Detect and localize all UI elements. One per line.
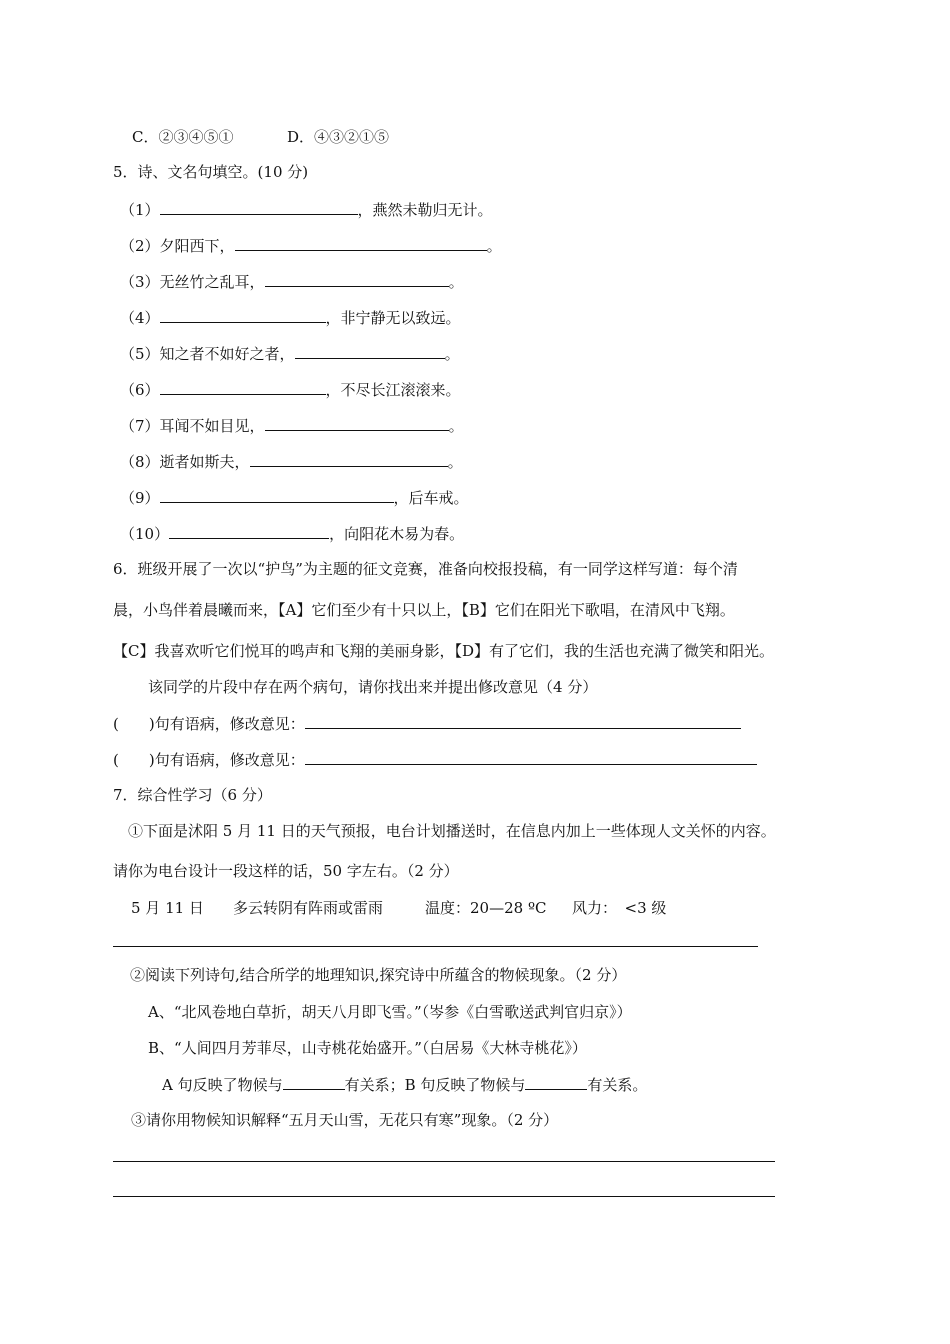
- forecast-weather: 多云转阴有阵雨或雷雨: [233, 899, 384, 917]
- answer-blank[interactable]: [169, 523, 329, 539]
- q7-poem-a: A、“北风卷地白草折，胡天八月即飞雪。”（岑参《白雪歌送武判官归京》）: [148, 1003, 632, 1021]
- q5-item-7: [120, 415, 464, 436]
- q7-fill-a: A 句反映了物候与: [162, 1076, 283, 1094]
- q5-item-after: 。: [447, 453, 463, 471]
- option-d: D．④③②①⑤: [287, 128, 390, 146]
- q5-item-9: [120, 487, 469, 508]
- q5-item-num: （7）: [120, 417, 160, 435]
- q6-line-1: 6．班级开展了一次以“护鸟”为主题的征文竞赛，准备向校报投稿，有一同学这样写道：每个清: [113, 560, 738, 578]
- q5-item-num: （4）: [120, 309, 160, 327]
- q7-p1-line-1: ①下面是沭阳 5 月 11 日的天气预报，电台计划播送时，在信息内加上一些体现人文关怀的内容。: [128, 822, 776, 840]
- q7-p2: ②阅读下列诗句,结合所学的地理知识,探究诗中所蕴含的物候现象。（2 分）: [130, 966, 627, 984]
- option-c: C．②③④⑤①: [132, 128, 234, 146]
- q7-fill-row: [162, 1074, 647, 1095]
- answer-blank[interactable]: [305, 713, 741, 729]
- q5-item-8: [120, 451, 463, 472]
- q5-item-after: ，不尽长江滚滚来。: [325, 381, 461, 399]
- answer-blank[interactable]: [160, 379, 326, 395]
- q5-item-num: （8）: [120, 453, 160, 471]
- q5-item-after: ，后车戒。: [393, 489, 469, 507]
- answer-blank[interactable]: [160, 199, 358, 215]
- q5-item-5: [120, 343, 460, 364]
- q6-answer-row-1: [113, 713, 741, 734]
- answer-blank[interactable]: [160, 487, 394, 503]
- q5-item-after: 。: [448, 273, 464, 291]
- q5-item-before: 无丝竹之乱耳，: [159, 273, 265, 291]
- answer-line[interactable]: [113, 1196, 775, 1197]
- answer-blank[interactable]: [525, 1074, 587, 1090]
- q5-item-num: （5）: [120, 345, 160, 363]
- q5-item-after: ，向阳花木易为春。: [329, 525, 465, 543]
- q7-p1-line-2: 请你为电台设计一段这样的话，50 字左右。（2 分）: [113, 862, 459, 880]
- q5-item-num: （2）: [120, 237, 160, 255]
- q5-item-6: [120, 379, 461, 400]
- q5-item-after: 。: [444, 345, 460, 363]
- answer-line[interactable]: [113, 1161, 775, 1162]
- q5-item-1: [120, 199, 493, 220]
- q5-item-2: [120, 235, 502, 256]
- answer-blank[interactable]: [295, 343, 445, 359]
- q5-item-10: [120, 523, 464, 544]
- forecast-temp: 温度：20—28 ºC: [425, 899, 547, 917]
- q5-item-num: （10）: [120, 525, 170, 543]
- q5-item-num: （9）: [120, 489, 160, 507]
- answer-blank[interactable]: [235, 235, 487, 251]
- q5-item-3: [120, 271, 464, 292]
- answer-blank[interactable]: [305, 749, 757, 765]
- q5-item-after: ，燕然未勒归无计。: [357, 201, 493, 219]
- q5-item-after: 。: [448, 417, 464, 435]
- q5-item-before: 耳闻不如目见，: [159, 417, 265, 435]
- q6-prompt: 该同学的片段中存在两个病句，请你找出来并提出修改意见（4 分）: [148, 678, 598, 696]
- q5-item-num: （1）: [120, 201, 160, 219]
- q5-item-after: 。: [486, 237, 502, 255]
- q5-item-before: 逝者如斯夫，: [159, 453, 250, 471]
- q6-answer-label: ( )句有语病，修改意见：: [113, 751, 305, 769]
- q5-item-num: （3）: [120, 273, 160, 291]
- q7-p3: ③请你用物候知识解释“五月天山雪，无花只有寒”现象。（2 分）: [131, 1111, 559, 1129]
- q5-item-num: （6）: [120, 381, 160, 399]
- answer-blank[interactable]: [265, 415, 449, 431]
- q6-line-2: 晨，小鸟伴着晨曦而来，【A】它们至少有十只以上，【B】它们在阳光下歌唱，在清风中飞翔。: [113, 601, 735, 619]
- q6-answer-row-2: [113, 749, 757, 770]
- answer-blank[interactable]: [160, 307, 326, 323]
- q6-line-3: 【C】我喜欢听它们悦耳的鸣声和飞翔的美丽身影，【D】有了它们，我的生活也充满了微笑和阳光。: [113, 642, 775, 660]
- q5-item-4: [120, 307, 461, 328]
- q5-item-before: 夕阳西下，: [159, 237, 235, 255]
- forecast-wind: 风力： <3 级: [572, 899, 667, 917]
- answer-blank[interactable]: [265, 271, 449, 287]
- forecast-date: 5 月 11 日: [131, 899, 204, 917]
- q5-item-before: 知之者不如好之者，: [159, 345, 295, 363]
- q5-heading: 5．诗、文名句填空。(10 分): [113, 163, 309, 181]
- q7-heading: 7．综合性学习（6 分）: [113, 786, 272, 804]
- q6-answer-label: ( )句有语病，修改意见：: [113, 715, 305, 733]
- q7-poem-b: B、“人间四月芳菲尽，山寺桃花始盛开。”（白居易《大林寺桃花》）: [148, 1039, 587, 1057]
- q7-fill-end: 有关系。: [587, 1076, 648, 1094]
- answer-blank[interactable]: [283, 1074, 345, 1090]
- answer-blank[interactable]: [250, 451, 448, 467]
- q7-fill-mid: 有关系；B 句反映了物候与: [344, 1076, 526, 1094]
- answer-line[interactable]: [113, 946, 758, 947]
- q5-item-after: ，非宁静无以致远。: [325, 309, 461, 327]
